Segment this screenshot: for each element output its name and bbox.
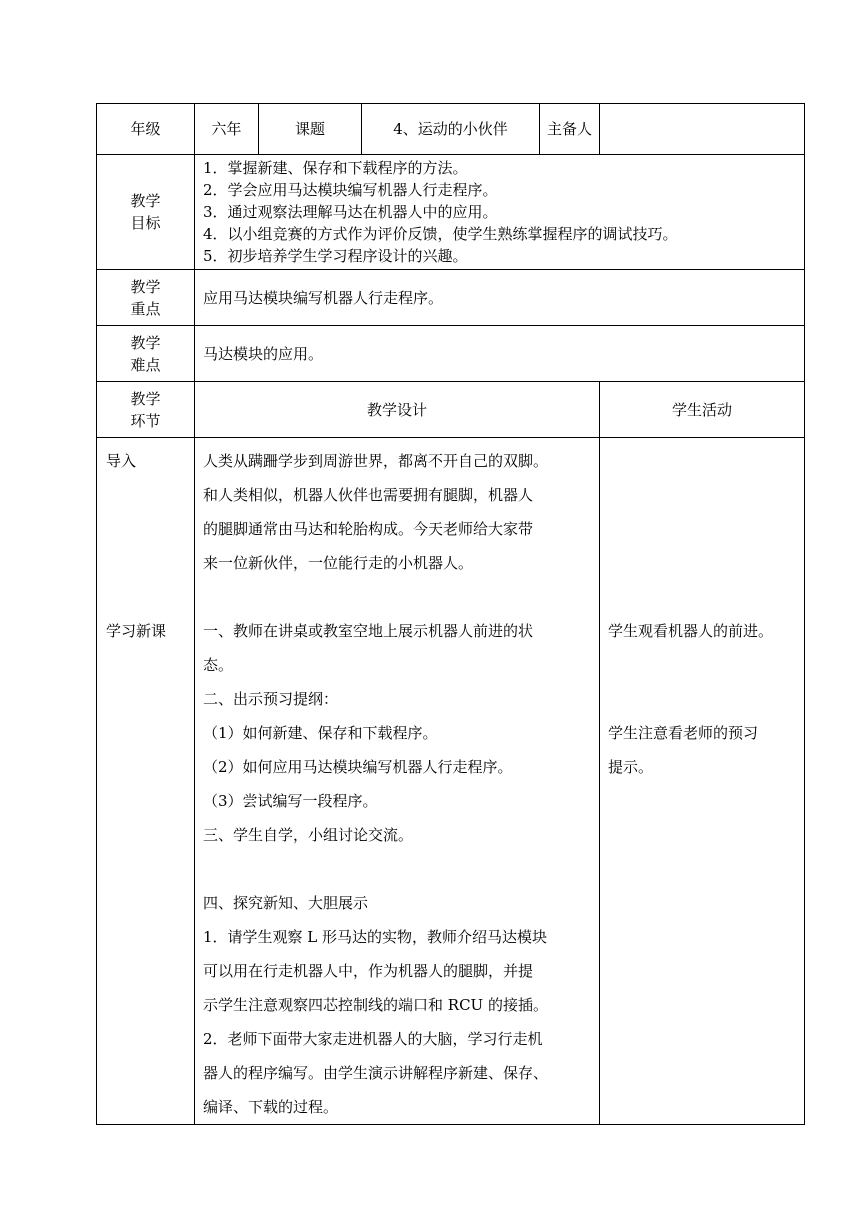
objectives-label <box>97 155 195 270</box>
objective-item: 5．初步培养学生学习程序设计的兴趣。 <box>203 247 468 265</box>
column-header-row <box>97 382 805 438</box>
key-point-row <box>97 270 805 326</box>
topic-label: 课题 <box>259 104 362 155</box>
design-line: 二、出示预习提纲： <box>203 690 339 708</box>
difficulty-label <box>97 326 195 382</box>
design-line: 一、教师在讲桌或教室空地上展示机器人前进的状 <box>203 622 534 640</box>
lesson-plan-table <box>96 103 805 1125</box>
design-line: 四、探究新知、大胆展示 <box>203 894 369 912</box>
content-row <box>97 438 805 1125</box>
stage-new-lesson: 学习新课 <box>106 622 167 640</box>
stage-intro: 导入 <box>106 452 137 470</box>
design-line: 的腿脚通常由马达和轮胎构成。今天老师给大家带 <box>203 520 534 538</box>
objective-item: 3．通过观察法理解马达在机器人中的应用。 <box>203 203 498 221</box>
design-blank <box>203 580 591 614</box>
difficulty-value: 马达模块的应用。 <box>195 326 805 382</box>
stage-column-header <box>97 382 195 438</box>
design-line: 态。 <box>203 656 234 674</box>
activity-item: 学生观看机器人的前进。 <box>608 622 774 640</box>
design-line: 器人的程序编写。由学生演示讲解程序新建、保存、 <box>203 1064 549 1082</box>
activity-column-header: 学生活动 <box>600 382 805 438</box>
design-line: （1）如何新建、保存和下载程序。 <box>203 724 438 742</box>
design-line: 2．老师下面带大家走进机器人的大脑，学习行走机 <box>203 1030 543 1048</box>
preparer-value <box>600 104 805 155</box>
activity-item: 学生注意看老师的预习 <box>608 724 759 742</box>
design-line: （3）尝试编写一段程序。 <box>203 792 378 810</box>
topic-value: 4、运动的小伙伴 <box>362 104 540 155</box>
design-line: 可以用在行走机器人中，作为机器人的腿脚，并提 <box>203 962 534 980</box>
design-line: 1．请学生观察 L 形马达的实物，教师介绍马达模块 <box>203 928 548 946</box>
design-line: 编译、下载的过程。 <box>203 1098 339 1116</box>
key-point-label-text: 教学 重点 <box>130 277 161 318</box>
design-column-header: 教学设计 <box>195 382 600 438</box>
objective-item: 1．掌握新建、保存和下载程序的方法。 <box>203 159 468 177</box>
stage-column <box>97 438 195 1125</box>
stage-column-header-text: 教学 环节 <box>130 389 161 430</box>
grade-value: 六年 <box>195 104 259 155</box>
difficulty-row <box>97 326 805 382</box>
difficulty-label-text: 教学 难点 <box>130 333 161 374</box>
preparer-label: 主备人 <box>540 104 600 155</box>
design-line: （2）如何应用马达模块编写机器人行走程序。 <box>203 758 513 776</box>
objective-item: 4．以小组竞赛的方式作为评价反馈，使学生熟练掌握程序的调试技巧。 <box>203 225 678 243</box>
design-line: 来一位新伙伴，一位能行走的小机器人。 <box>203 554 474 572</box>
design-blank <box>203 852 591 886</box>
header-row <box>97 104 805 155</box>
design-line: 三、学生自学，小组讨论交流。 <box>203 826 414 844</box>
design-line: 人类从蹒跚学步到周游世界，都离不开自己的双脚。 <box>203 452 549 470</box>
objectives-list <box>195 155 805 270</box>
design-column <box>195 438 600 1125</box>
activity-item: 提示。 <box>608 758 654 776</box>
design-line: 示学生注意观察四芯控制线的端口和 RCU 的接插。 <box>203 996 548 1014</box>
grade-label: 年级 <box>97 104 195 155</box>
objective-item: 2．学会应用马达模块编写机器人行走程序。 <box>203 181 498 199</box>
key-point-value: 应用马达模块编写机器人行走程序。 <box>195 270 805 326</box>
design-line: 和人类相似，机器人伙伴也需要拥有腿脚，机器人 <box>203 486 534 504</box>
objectives-label-text: 教学 目标 <box>130 192 161 232</box>
objectives-row <box>97 155 805 270</box>
key-point-label <box>97 270 195 326</box>
activity-column <box>600 438 805 1125</box>
